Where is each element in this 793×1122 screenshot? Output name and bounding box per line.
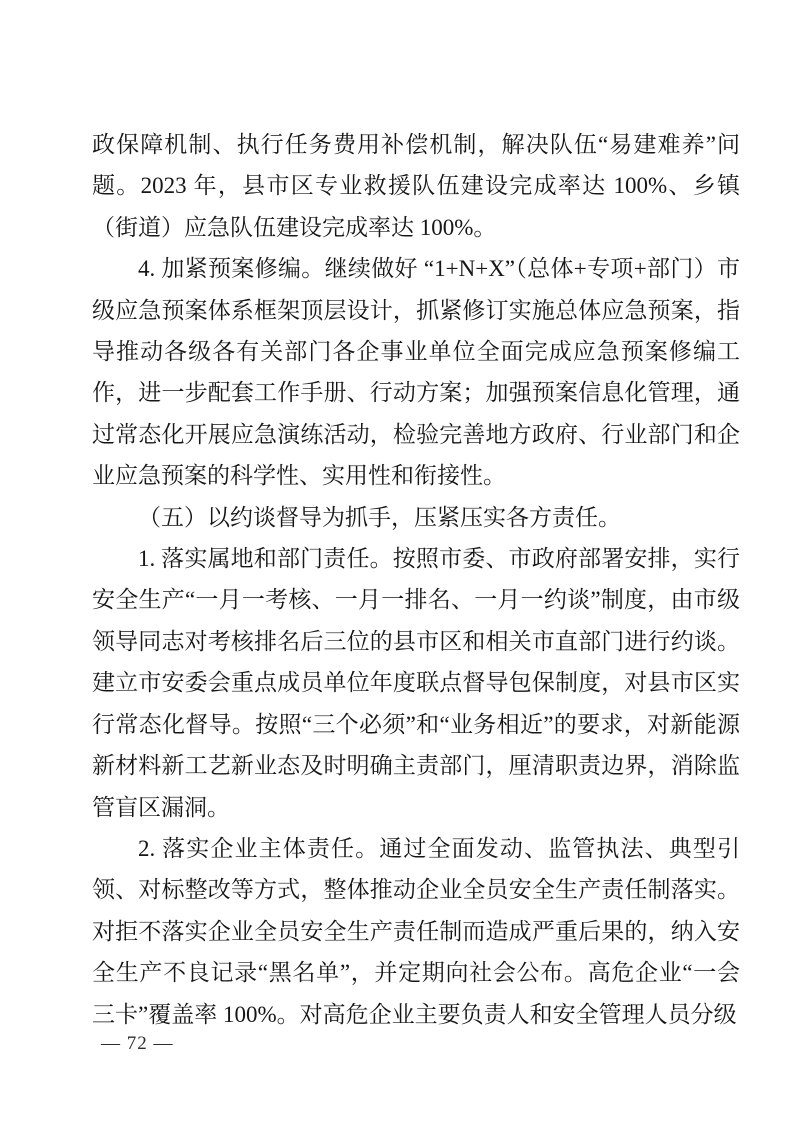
- page-number: — 72 —: [101, 1033, 174, 1054]
- paragraph-item-4: 4. 加紧预案修编。继续做好 “1+N+X”（总体+专项+部门）市级应急预案体系框架顶层设计，抓紧修订实施总体应急预案，指导推动各级各有关部门各企事业单位全面完成应急预案修编工作，进一步配套工作手册、行动方案；加强预案信息化管理，通过常态化开展应急演练活动，检验完善地方政府、行业部门和企业应急预案的科学性、实用性和衔接性。: [92, 256, 740, 489]
- paragraph-continuation: 政保障机制、执行任务费用补偿机制，解决队伍“易建难养”问题。2023 年，县市区专业救援队伍建设完成率达 100%、乡镇（街道）应急队伍建设完成率达 100%。: [92, 132, 740, 240]
- document-body: [92, 124, 740, 1035]
- paragraph-item-1: 1. 落实属地和部门责任。按照市委、市政府部署安排，实行安全生产“一月一考核、一月一排名、一月一约谈”制度，由市级领导同志对考核排名后三位的县市区和相关市直部门进行约谈。建立市安委会重点成员单位年度联点督导包保制度，对县市区实行常态化督导。按照“三个必须”和“业务相近”的要求，对新能源新材料新工艺新业态及时明确主责部门，厘清职责边界，消除监管盲区漏洞。: [92, 546, 740, 820]
- paragraph-item-2: 2. 落实企业主体责任。通过全面发动、监管执法、典型引领、对标整改等方式，整体推动企业全员安全生产责任制落实。对拒不落实企业全员安全生产责任制而造成严重后果的，纳入安全生产不良记录“黑名单”，并定期向社会公布。高危企业“一会三卡”覆盖率 100%。对高危企业主要负责人和安全管理人员分级: [92, 835, 740, 1027]
- section-heading: （五）以约谈督导为抓手，压紧压实各方责任。: [138, 504, 621, 530]
